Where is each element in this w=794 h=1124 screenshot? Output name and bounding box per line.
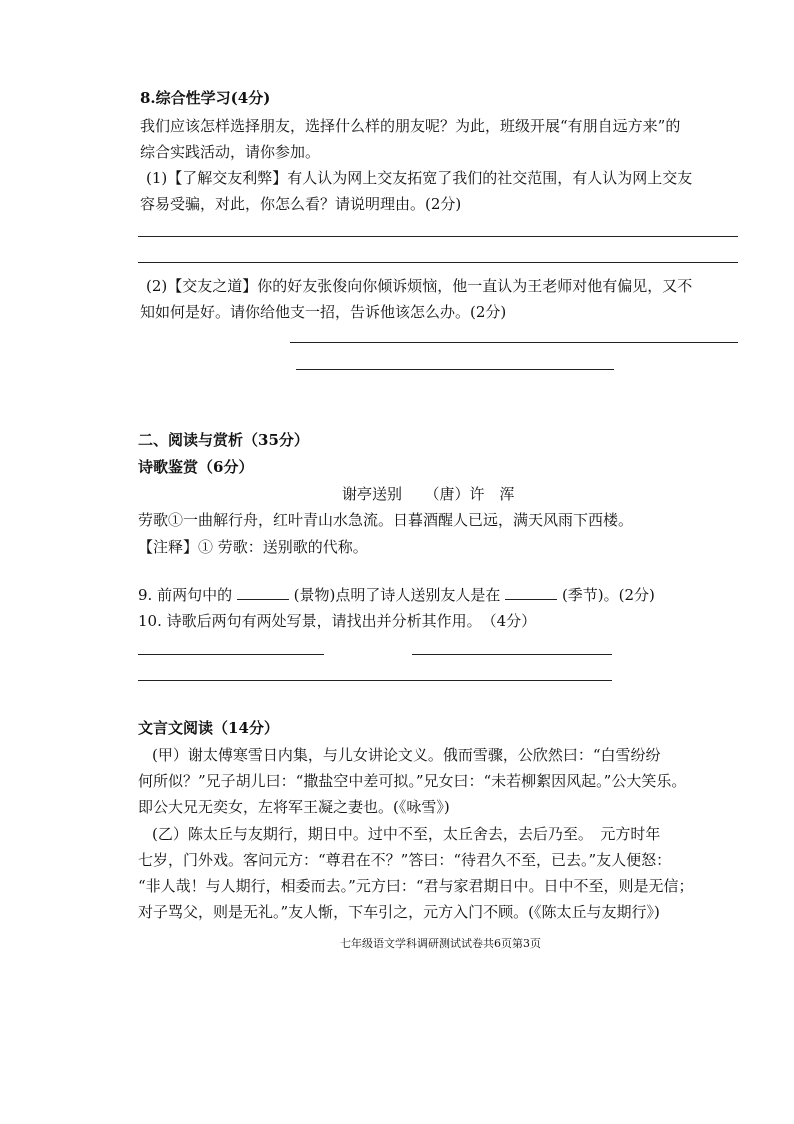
passage-yi-line4: 对子骂父，则是无礼。”友人惭，下车引之，元方入门不顾。(《陈太丘与友期行》) [138, 903, 660, 921]
q8-part1-line2: 容易受骗，对此，你怎么看？请说明理由。(2分) [140, 195, 462, 213]
passage-yi-line2: 七岁，门外戏。客问元方：“尊君在不？”答曰：“待君久不至，已去。”友人便怒： [138, 851, 672, 869]
q9-text-b: (景物)点明了诗人送别友人是在 [293, 586, 501, 604]
q8-intro-line1: 我们应该怎样选择朋友，选择什么样的朋友呢？为此，班级开展“有朋自远方来”的 [140, 117, 681, 135]
q8-part2-answer-line-1[interactable] [290, 342, 738, 343]
q8-part2-answer-line-2[interactable] [296, 369, 614, 370]
passage-jia-line3: 即公大兄无奕女，左将军王凝之妻也。(《咏雪》) [138, 798, 450, 816]
q9-scenery-blank[interactable] [237, 585, 289, 600]
q8-part1-answer-line-2[interactable] [138, 262, 738, 263]
q10-answer-line-2[interactable] [138, 680, 612, 681]
poem-text: 劳歌①一曲解行舟，红叶青山水急流。日暮酒醒人已远，满天风雨下西楼。 [138, 511, 634, 529]
q8-part1-answer-line-1[interactable] [138, 236, 738, 237]
q10-answer-line-1a[interactable] [138, 654, 324, 655]
q8-part2-line1: (2)【交友之道】你的好友张俊向你倾诉烦恼，他一直认为王老师对他有偏见，又不 [146, 277, 693, 295]
q8-part1-line1: (1)【了解交友利弊】有人认为网上交友拓宽了我们的社交范围，有人认为网上交友 [146, 169, 693, 187]
passage-jia-line1: (甲）谢太傅寒雪日内集，与儿女讲论文义。俄而雪骤，公欣然曰：“白雪纷纷 [152, 746, 661, 764]
q9 [138, 585, 655, 605]
poem-note: 【注释】① 劳歌：送别歌的代称。 [138, 538, 368, 556]
passage-jia-line2: 何所似？”兄子胡儿曰：“撒盐空中差可拟。”兄女曰：“未若柳絮因风起。”公大笑乐。 [138, 772, 687, 790]
q9-season-blank[interactable] [505, 585, 557, 600]
q8-intro-line2: 综合实践活动，请你参加。 [140, 143, 321, 161]
passage-yi-line1: (乙）陈太丘与友期行，期日中。过中不至，太丘舍去，去后乃至。 元方时年 [152, 825, 661, 843]
poetry-section-title: 诗歌鉴赏（6分） [138, 458, 254, 476]
q9-text-c: (季节)。(2分) [561, 586, 655, 604]
q8-title: 8.综合性学习(4分) [140, 89, 271, 107]
q10: 10. 诗歌后两句有两处写景，请找出并分析其作用。 （4分） [138, 612, 537, 630]
q9-text-a: 9. 前两句中的 [138, 586, 233, 604]
q10-answer-line-1b[interactable] [412, 654, 612, 655]
passage-yi-line3: “非人哉！与人期行，相委而去。”元方曰：“君与家君期日中。日中不至，则是无信； [138, 877, 694, 895]
q8-part2-line2: 知如何是好。请你给他支一招，告诉他该怎么办。(2分) [140, 303, 507, 321]
page-footer: 七年级语文学科调研测试试卷共6页第3页 [340, 937, 541, 950]
poem-title: 谢亭送别 （唐）许 浑 [342, 485, 515, 503]
section2-title: 二、阅读与赏析（35分） [138, 431, 309, 449]
classical-section-title: 文言文阅读（14分） [138, 719, 279, 737]
